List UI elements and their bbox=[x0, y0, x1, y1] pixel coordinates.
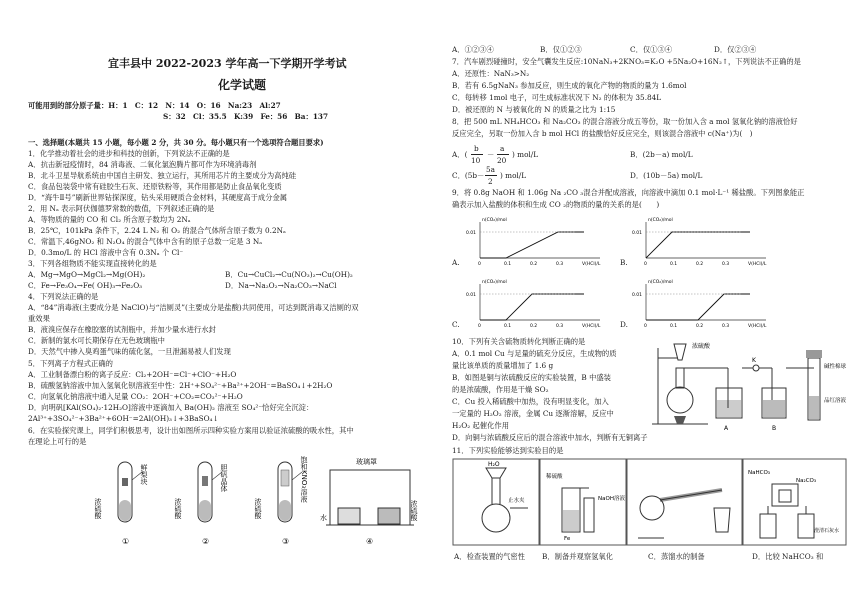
q4-option-a-line2: 重效果 bbox=[28, 314, 50, 323]
fraction-bar bbox=[497, 154, 509, 155]
figure-2-tube bbox=[198, 462, 222, 522]
q3-option-c: C．Fe→Fe₃O₄→Fe( OH)₃→Fe₂O₃ bbox=[28, 281, 143, 290]
q3-option-d: D．Na→Na₂O₂→Na₂CO₃→NaCl bbox=[225, 281, 337, 290]
q11-option-d: D．比较 NaHCO₃ 和 bbox=[752, 552, 824, 561]
x-axis-label: V(HCl)/L bbox=[748, 324, 767, 329]
q7-option-a: A．还原性：NaN₃>N₂ bbox=[452, 69, 530, 78]
x-axis-label: V(HCl)/L bbox=[582, 262, 601, 267]
x-tick-label: 0 bbox=[478, 324, 481, 329]
app-acid-label: 浓硫酸 bbox=[692, 343, 711, 350]
x-tick-label: 0.2 bbox=[696, 324, 704, 329]
question-7: 7．汽车剧烈碰撞时，安全气囊发生反应:10NaN₃+2KNO₃=K₂O +5Na₂O+16N₂↑，下列说法不正确的是 bbox=[452, 57, 801, 66]
app-alkali-label: 碱性棉球 bbox=[824, 364, 847, 370]
q5-option-a: A．工业制备漂白粉的离子反应：Cl₂+2OH⁻=Cl⁻+ClO⁻+H₂O bbox=[28, 370, 237, 379]
x-axis-label: V(HCl)/L bbox=[748, 262, 767, 267]
q11-figures bbox=[452, 458, 847, 548]
q2-option-a: A．等物质的量的 CO 和 Cl₂ 所含原子数均为 2Nₐ bbox=[28, 215, 191, 224]
question-10: 10．下列有关含硫物质转化判断正确的是 bbox=[452, 337, 586, 346]
f11-fe-label: Fe bbox=[564, 536, 571, 542]
curve-line bbox=[646, 232, 750, 258]
q10-option-d: D．向铜与浓硫酸反应后的混合溶液中加水，判断有无铜离子 bbox=[452, 433, 648, 442]
q11-option-a: A．检查装置的气密性 bbox=[454, 552, 525, 561]
exam-title: 宜丰县中 2022-2023 学年高一下学期开学考试 bbox=[108, 57, 347, 70]
x-tick-label: 0.1 bbox=[670, 324, 678, 329]
q10-option-c-line3: H₂O₂ 起催化作用 bbox=[452, 421, 509, 430]
app-k-label: K bbox=[752, 357, 756, 364]
question-11: 11．下列实验能够达到实验目的是 bbox=[452, 446, 564, 455]
q2-option-b: B．25℃，101kPa 条件下，2.24 L N₂ 和 O₂ 的混合气体所含原子数为 0.2Nₐ bbox=[28, 226, 286, 235]
figure-1-tube bbox=[118, 462, 142, 522]
x-tick-label: 0.3 bbox=[556, 262, 564, 267]
q7-option-b: B．若有 6.5gNaN₃ 参加反应，则生成的氧化产物的物质的量为 1.6mol bbox=[452, 81, 687, 90]
f3-acid-label: 浓硫酸 bbox=[254, 498, 262, 519]
x-axis-label: V(HCl)/L bbox=[582, 324, 601, 329]
question-6-line1: 6．在实验探究课上，同学们积极思考，设计出如图所示四种实验方案用以验证浓硫酸的吸水性，其中 bbox=[28, 426, 354, 435]
y-axis-label: n(CO₂)/mol bbox=[482, 280, 507, 285]
q8-option-b: B．(2b－a) mol/L bbox=[630, 150, 693, 159]
fraction-bar bbox=[471, 154, 483, 155]
q2-option-d: D．0.3mo/L 的 HCl 溶液中含有 0.3Nₐ 个 Cl⁻ bbox=[28, 248, 184, 257]
q9-option-b-letter: B. bbox=[620, 258, 628, 267]
q10-option-a-line2: 量比该单质的质量增加了 1.6 g bbox=[452, 361, 554, 370]
y-tick-label: 0.01 bbox=[466, 231, 477, 236]
q9-graphs bbox=[452, 214, 847, 332]
f4-water-label: 水 bbox=[320, 514, 327, 522]
y-axis-label: n(CO₂)/mol bbox=[648, 218, 673, 223]
q5-option-b: B．硫酸氢钠溶液中加入氢氧化钡溶液至中性：2H⁺+SO₄²⁻+Ba²⁺+2OH⁻=BaSO₄↓+2H₂O bbox=[28, 381, 333, 390]
y-tick-label: 0.01 bbox=[632, 231, 643, 236]
f11-na2co3-label: Na₂CO₃ bbox=[796, 478, 817, 484]
q1-option-c: C．食品包装袋中常有硅胶生石灰、还原铁粉等，其作用都是防止食品氧化变质 bbox=[28, 182, 282, 191]
curve-line bbox=[480, 232, 584, 258]
y-axis-label: n(CO₂)/mol bbox=[648, 280, 673, 285]
f1-number: ① bbox=[122, 537, 130, 546]
y-tick-label: 0.01 bbox=[632, 293, 643, 298]
f4-number: ④ bbox=[366, 537, 374, 546]
question-8-line1: 8．把 500 mL NH₄HCO₃ 和 Na₂CO₃ 的混合溶液分成五等份，取一份加入含 a mol 氢氧化钠的溶液恰好 bbox=[452, 117, 798, 126]
q5-option-d-line1: D．向明矾[KAl(SO₄)₂·12H₂O]溶液中逐滴加入 Ba(OH)₂ 溶液至 SO₄²⁻恰好完全沉淀： bbox=[28, 403, 314, 412]
q8-a-num1: b bbox=[474, 144, 479, 153]
q7-option-c: C．每转移 1mol 电子，可生成标准状况下 N₂ 的体积为 35.84L bbox=[452, 93, 662, 102]
q2-option-c: C．常温下,46gNO₂ 和 N₂O₄ 的混合气体中含有的原子总数一定是 3 Nₐ bbox=[28, 237, 263, 246]
q8-option-c-suffix: ) mol/L bbox=[500, 171, 527, 180]
exam-subtitle: 化学试题 bbox=[218, 78, 267, 92]
f2-crystal-label: 胆矾晶体 bbox=[220, 464, 228, 492]
q6-option-c: C．仅①③④ bbox=[630, 45, 673, 54]
x-tick-label: 0.2 bbox=[530, 262, 538, 267]
q1-option-b: B．北斗卫星导航系统由中国自主研发、独立运行，其所用芯片的主要成分为高纯硅 bbox=[28, 171, 297, 180]
q9-option-d-letter: D. bbox=[620, 320, 628, 329]
q6-option-a: A．①②③④ bbox=[452, 45, 494, 54]
x-tick-label: 0 bbox=[644, 324, 647, 329]
q8-a-minus: － bbox=[487, 150, 495, 159]
question-6-line2: 在理论上可行的是 bbox=[28, 437, 87, 446]
q8-c-num: 5a bbox=[486, 165, 495, 174]
q3-option-a: A．Mg→MgO→MgCl₂→Mg(OH)₂ bbox=[28, 270, 146, 279]
curve-line bbox=[480, 294, 584, 320]
f11-naoh-label: NaOH溶液 bbox=[598, 496, 625, 502]
fraction-bar bbox=[485, 175, 497, 176]
q6-option-b: B．仅①②③ bbox=[540, 45, 582, 54]
f1-acid-label: 浓硫酸 bbox=[94, 498, 102, 519]
x-tick-label: 0.3 bbox=[722, 324, 730, 329]
y-tick-label: 0.01 bbox=[466, 293, 477, 298]
q4-option-a-line1: A．“84”消毒液(主要成分是 NaClO)与“洁厕灵”(主要成分是盐酸)共同使用，可达到既消毒又洁厕的双 bbox=[28, 303, 359, 312]
y-axis-label: n(CO₂)/mol bbox=[482, 218, 507, 223]
q4-option-b: B．液溴应保存在橡胶塞的试剂瓶中，并加少量水进行水封 bbox=[28, 325, 216, 334]
q10-option-c-line1: C．Cu 投入稀硫酸中加热，没有明显变化，加入 bbox=[452, 397, 609, 406]
q11-option-b: B．制备并观察氢氧化 bbox=[542, 552, 614, 561]
f11-stop-label: 止水夹 bbox=[508, 498, 525, 504]
f11-water-label: H₂O bbox=[488, 461, 500, 468]
q8-a-num2: a bbox=[500, 144, 505, 153]
f1-fruit-label: 鲜梨块 bbox=[140, 464, 148, 485]
section-1-heading: 一、选择题(本题共 15 小题，每小题 2 分，共 30 分。每小题只有一个选项符合题目要求) bbox=[28, 138, 324, 147]
x-tick-label: 0.3 bbox=[556, 324, 564, 329]
q8-c-den: 2 bbox=[488, 177, 493, 186]
app-b-label: B bbox=[772, 425, 777, 432]
q10-option-c-line2: 一定量的 H₂O₂ 溶液，金属 Cu 逐渐溶解，反应中 bbox=[452, 409, 614, 418]
atomic-masses-line1: 可能用到的部分原子量：H：1 C：12 N：14 O：16 Na:23 Al:27 bbox=[28, 101, 281, 110]
q8-a-den2: 20 bbox=[497, 156, 507, 165]
f2-acid-label: 浓硫酸 bbox=[174, 498, 182, 519]
question-9-line1: 9．将 0.8g NaOH 和 1.06g Na ₂CO ₃混合并配成溶液，向溶液中滴加 0.1 mol·L⁻¹ 稀盐酸。下列图象能正 bbox=[452, 188, 805, 197]
figure-4-bell-jar bbox=[326, 470, 414, 525]
x-tick-label: 0 bbox=[478, 262, 481, 267]
curve-line bbox=[646, 294, 750, 320]
q10-option-b-line1: B．如图是铜与浓硫酸反应的实验装置，B 中盛装 bbox=[452, 373, 611, 382]
q8-option-c-prefix: C．(5b－ bbox=[452, 171, 485, 180]
figure-b-frame bbox=[540, 459, 626, 545]
q1-option-d: D．“海牛Ⅱ号”刷新世界钻探深度，钻头采用硬质合金材料，其硬度高于成分金属 bbox=[28, 193, 288, 202]
q6-figure bbox=[94, 450, 428, 550]
f11-nahco3-label: NaHCO₃ bbox=[748, 470, 770, 476]
x-tick-label: 0.2 bbox=[530, 324, 538, 329]
app-solution-label: 品红溶液 bbox=[824, 398, 847, 404]
x-tick-label: 0 bbox=[644, 262, 647, 267]
q8-option-a-prefix: A．( bbox=[452, 150, 468, 159]
q8-option-a-suffix: ) mol/L bbox=[512, 150, 539, 159]
x-tick-label: 0.1 bbox=[504, 324, 512, 329]
figure-3-tube bbox=[278, 462, 302, 522]
f4-cover-label: 玻璃罩 bbox=[356, 458, 377, 466]
question-8-line2: 反应完全，另取一份加入含 b mol HCl 的盐酸恰好反应完全，则该混合溶液中 c(Na⁺)为( ) bbox=[452, 129, 753, 138]
x-tick-label: 0.2 bbox=[696, 262, 704, 267]
q1-option-a: A．抗击新冠疫情时，84 消毒液、二氧化氯泡腾片都可作为环境消毒剂 bbox=[28, 160, 257, 169]
q5-option-c: C．向氢氧化钠溶液中通入足量 CO₂：2OH⁻+CO₂=CO₃²⁻+H₂O bbox=[28, 392, 243, 401]
f2-number: ② bbox=[202, 537, 210, 546]
q10-apparatus bbox=[648, 338, 847, 432]
q3-option-b: B．Cu→CuCl₂→Cu(NO₃)₂→Cu(OH)₂ bbox=[225, 270, 353, 279]
question-2: 2．用 Nₐ 表示阿伏伽德罗常数的数值，下列叙述正确的是 bbox=[28, 204, 215, 213]
q10-option-b-line2: 的是浓硫酸，作用是干燥 SO₂ bbox=[452, 385, 549, 394]
question-5: 5．下列离子方程式正确的 bbox=[28, 359, 113, 368]
app-a-label: A bbox=[724, 425, 729, 432]
x-tick-label: 0.1 bbox=[670, 262, 678, 267]
f11-lime-label: 澄清石灰水 bbox=[814, 528, 840, 534]
atomic-masses-line2: S：32 Cl：35.5 K:39 Fe：56 Ba：137 bbox=[163, 112, 329, 121]
q8-option-d: D．(10b－5a) mol/L bbox=[630, 171, 703, 180]
question-1: 1．化学推动着社会的进步和科技的创新，下列说法不正确的是 bbox=[28, 149, 230, 158]
q9-option-c-letter: C. bbox=[452, 320, 460, 329]
question-4: 4．下列说法正确的是 bbox=[28, 292, 99, 301]
f4-acid-label: 浓硫酸 bbox=[410, 500, 418, 521]
q4-option-c: C．新制的氯水可长期保存在无色玻璃瓶中 bbox=[28, 336, 165, 345]
x-tick-label: 0.3 bbox=[722, 262, 730, 267]
f3-solution-label: 饱和KNO₃溶液 bbox=[300, 456, 308, 503]
question-3: 3．下列各组物质不能实现直接转化的是 bbox=[28, 259, 157, 268]
q8-a-den1: 10 bbox=[471, 156, 481, 165]
f11-acid-label: 稀硫酸 bbox=[546, 474, 563, 480]
q10-option-a-line1: A．0.1 mol Cu 与足量的硫充分反应，生成物的质 bbox=[452, 349, 617, 358]
q9-option-a-letter: A. bbox=[452, 258, 460, 267]
q5-option-d-line2: 2Al³⁺+3SO₄²⁻+3Ba²⁺+6OH⁻=2Al(OH)₃↓+3BaSO₄↓ bbox=[28, 414, 219, 423]
q6-option-d: D．仅②③④ bbox=[714, 45, 757, 54]
question-9-line2: 确表示加入盐酸的体积和生成 CO ₂的物质的量的关系的是( ) bbox=[452, 200, 660, 209]
f3-number: ③ bbox=[282, 537, 290, 546]
q11-option-c: C．蒸馏水的制备 bbox=[648, 552, 705, 561]
q7-option-d: D．被还原的 N 与被氧化的 N 的质量之比为 1:15 bbox=[452, 105, 616, 114]
q4-option-d: D．天然气中掺入臭鸡蛋气味的硫化氢，一旦泄漏易被人们发现 bbox=[28, 347, 231, 356]
x-tick-label: 0.1 bbox=[504, 262, 512, 267]
